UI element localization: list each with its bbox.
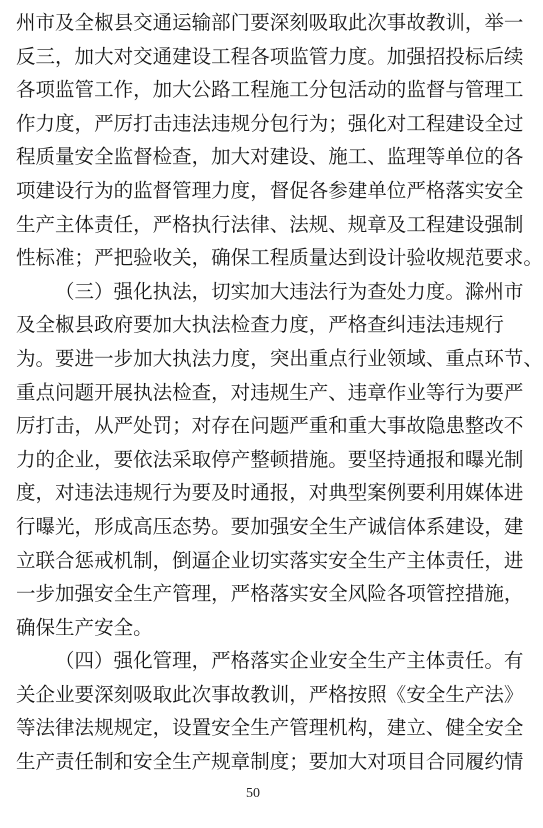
text-line: 确 保 生 产 安 全 。 <box>16 615 153 639</box>
text-line: 度 ， 对 违 法 违 规 行 为 要 及 时 通 报 ， 对 典 型 案 例 要 利 用 媒 体 进 <box>16 481 524 505</box>
text-line: 重 点 问 题 开 展 执 法 检 查 ， 对 违 规 生 产 、 违 章 作 业 等 行 为 要 严 <box>16 380 524 404</box>
text-line: 生 产 主 体 责 任 ， 严 格 执 行 法 律 、 法 规 、 规 章 及 工 程 建 设 强 制 <box>16 212 524 236</box>
text-line: 性 标 准 ； 严 把 验 收 关 ， 确 保 工 程 质 量 达 到 设 计 验 收 规 范 要 求 。 <box>16 246 543 270</box>
text-line: 立 联 合 惩 戒 机 制 ， 倒 逼 企 业 切 实 落 实 安 全 生 产 主 体 责 任 ， 进 <box>16 548 524 572</box>
text-line: （ 四 ） 强 化 管 理 ， 严 格 落 实 企 业 安 全 生 产 主 体 责 任 。 有 <box>55 649 524 673</box>
text-line: 反 三 ， 加 大 对 交 通 建 设 工 程 各 项 监 管 力 度 。 加 强 招 投 标 后 续 <box>16 44 524 68</box>
text-line: 及 全 椒 县 政 府 要 加 大 执 法 检 查 力 度 ， 严 格 查 纠 违 法 违 规 行 <box>16 313 504 337</box>
text-line: 各 项 监 管 工 作 ， 加 大 公 路 工 程 施 工 分 包 活 动 的 监 督 与 管 理 工 <box>16 78 524 102</box>
text-line: 为 。 要 进 一 步 加 大 执 法 力 度 ， 突 出 重 点 行 业 领 域 、 重 点 环 节 、 <box>16 346 543 370</box>
text-line: 关 企 业 要 深 刻 吸 取 此 次 事 故 教 训 ， 严 格 按 照 《 安 全 生 产 法 》 <box>16 682 524 706</box>
text-line: 一 步 加 强 安 全 生 产 管 理 ， 严 格 落 实 安 全 风 险 各 项 管 控 措 施 ， <box>16 582 524 606</box>
page-number: 50 <box>246 786 260 801</box>
text-line: 生 产 责 任 制 和 安 全 生 产 规 章 制 度 ； 要 加 大 对 项 目 合 同 履 约 情 <box>16 750 524 774</box>
text-line: 程 质 量 安 全 监 督 检 查 ， 加 大 对 建 设 、 施 工 、 监 理 等 单 位 的 各 <box>16 145 524 169</box>
text-line: 州 市 及 全 椒 县 交 通 运 输 部 门 要 深 刻 吸 取 此 次 事 故 教 训 ， 举 一 <box>16 11 524 34</box>
document-body <box>16 6 543 779</box>
text-line: 力 的 企 业 ， 要 依 法 采 取 停 产 整 顿 措 施 。 要 坚 持 通 报 和 曝 光 制 <box>16 447 524 471</box>
text-line: 项 建 设 行 为 的 监 督 管 理 力 度 ， 督 促 各 参 建 单 位 严 格 落 实 安 全 <box>16 178 524 202</box>
text-line: 厉 打 击 ， 从 严 处 罚 ； 对 存 在 问 题 严 重 和 重 大 事 故 隐 患 整 改 不 <box>16 414 524 438</box>
text-line: （ 三 ） 强 化 执 法 ， 切 实 加 大 违 法 行 为 查 处 力 度 。 滁 州 市 <box>55 279 524 303</box>
text-line: 作 力 度 ， 严 厉 打 击 违 法 违 规 分 包 行 为 ； 强 化 对 工 程 建 设 全 过 <box>16 111 524 135</box>
text-line: 行 曝 光 ， 形 成 高 压 态 势 。 要 加 强 安 全 生 产 诚 信 体 系 建 设 ， 建 <box>16 514 524 538</box>
text-line: 等 法 律 法 规 规 定 ， 设 置 安 全 生 产 管 理 机 构 ， 建 立 、 健 全 安 全 <box>16 716 524 740</box>
